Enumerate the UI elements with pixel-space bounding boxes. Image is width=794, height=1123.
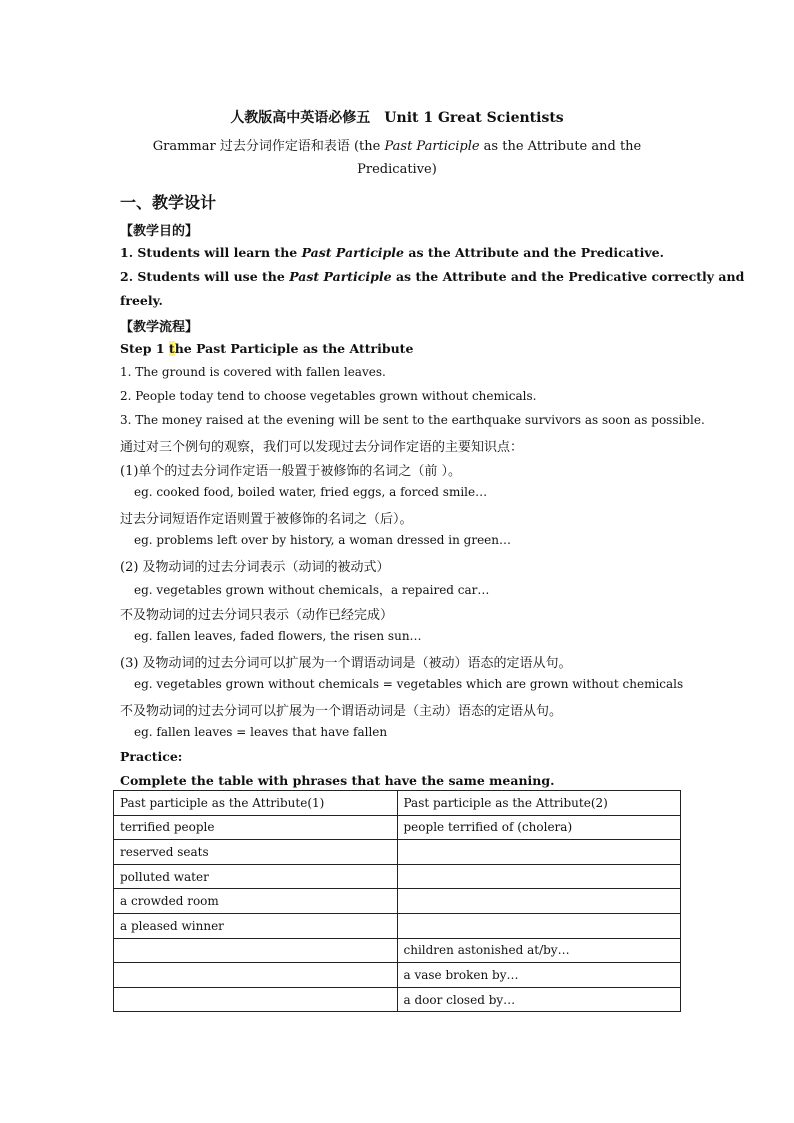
table-cell: a vase broken by… [397,963,681,988]
table-cell [114,938,398,963]
goals-label: 【教学目的】 [120,224,199,239]
note-point-2b: 不及物动词的过去分词只表示（动作已经完成） [120,608,394,623]
table-row [114,913,681,938]
note-point-2b-example: eg. fallen leaves, faded flowers, the risen sun… [134,629,422,643]
example-sentence-3: 3. The money raised at the evening will be sent to the earthquake survivors as soon as possible. [120,413,705,427]
section-heading: 一、教学设计 [120,193,217,212]
note-point-3-example: eg. vegetables grown without chemicals = vegetables which are grown without chemicals [134,677,684,691]
table-header-cell: Past participle as the Attribute(1) [114,791,398,816]
note-point-3b-example: eg. fallen leaves = leaves that have fallen [134,725,388,739]
document-subtitle [0,135,794,154]
table-cell: terrified people [114,815,398,840]
table-row [114,864,681,889]
table-cell: polluted water [114,864,398,889]
goal-1-prefix: 1. Students will learn the [120,245,302,260]
table-header-cell: Past participle as the Attribute(2) [397,791,681,816]
table-cell [114,963,398,988]
note-point-2-example: eg. vegetables grown without chemicals，a repaired car… [134,583,490,597]
table-row [114,840,681,865]
step-1-prefix: Step 1 [120,341,169,356]
table-cell [397,864,681,889]
table-row [114,938,681,963]
note-point-1: (1)单个的过去分词作定语一般置于被修饰的名词之（前 ）。 [120,464,462,479]
table-row [114,815,681,840]
subtitle-suffix: as the Attribute and the [479,139,642,154]
note-point-3: (3) 及物动词的过去分词可以扩展为一个谓语动词是（被动）语态的定语从句。 [120,656,572,671]
goal-2-prefix: 2. Students will use the [120,269,290,284]
note-point-1b-example: eg. problems left over by history, a woman dressed in green… [134,533,512,547]
table-cell [397,889,681,914]
note-point-1b: 过去分词短语作定语则置于被修饰的名词之（后）。 [120,512,413,527]
step-1-suffix: he Past Participle as the Attribute [174,341,414,356]
goal-1 [120,245,664,260]
goal-2 [120,269,745,284]
goal-1-italic: Past Participle [301,245,404,260]
example-sentence-2: 2. People today tend to choose vegetables grown without chemicals. [120,389,537,403]
note-point-1-example: eg. cooked food, boiled water, fried eggs, a forced smile… [134,485,488,499]
table-row [114,889,681,914]
table-cell: people terrified of (cholera) [397,815,681,840]
table-cell: a crowded room [114,889,398,914]
table-row [114,963,681,988]
practice-label: Practice: [120,749,183,764]
goal-2-italic: Past Participle [289,269,392,284]
table-cell [397,840,681,865]
note-point-2: (2) 及物动词的过去分词表示（动词的被动式） [120,560,390,575]
notes-intro: 通过对三个例句的观察，我们可以发现过去分词作定语的主要知识点： [120,440,524,455]
note-point-3b: 不及物动词的过去分词可以扩展为一个谓语动词是（主动）语态的定语从句。 [120,704,563,719]
goal-2-suffix: as the Attribute and the Predicative correctly and [391,269,745,284]
table-cell: a pleased winner [114,913,398,938]
process-label: 【教学流程】 [120,320,199,335]
practice-table [113,790,681,1012]
subtitle-prefix: Grammar 过去分词作定语和表语 (the [152,139,385,154]
document-subtitle-line2: Predicative) [357,162,437,177]
document-title: 人教版高中英语必修五 Unit 1 Great Scientists [230,110,564,126]
subtitle-italic: Past Participle [384,139,480,154]
example-sentence-1: 1. The ground is covered with fallen leaves. [120,365,386,379]
step-1-highlight: t [168,341,175,356]
table-row [114,987,681,1012]
practice-instruction: Complete the table with phrases that have the same meaning. [120,773,555,788]
table-header-row [114,791,681,816]
step-1-heading [120,341,413,356]
table-cell [397,913,681,938]
table-cell: a door closed by… [397,987,681,1012]
table-cell [114,987,398,1012]
table-cell: reserved seats [114,840,398,865]
goal-1-suffix: as the Attribute and the Predicative. [404,245,664,260]
table-cell: children astonished at/by… [397,938,681,963]
goal-2-line2: freely. [120,293,163,308]
